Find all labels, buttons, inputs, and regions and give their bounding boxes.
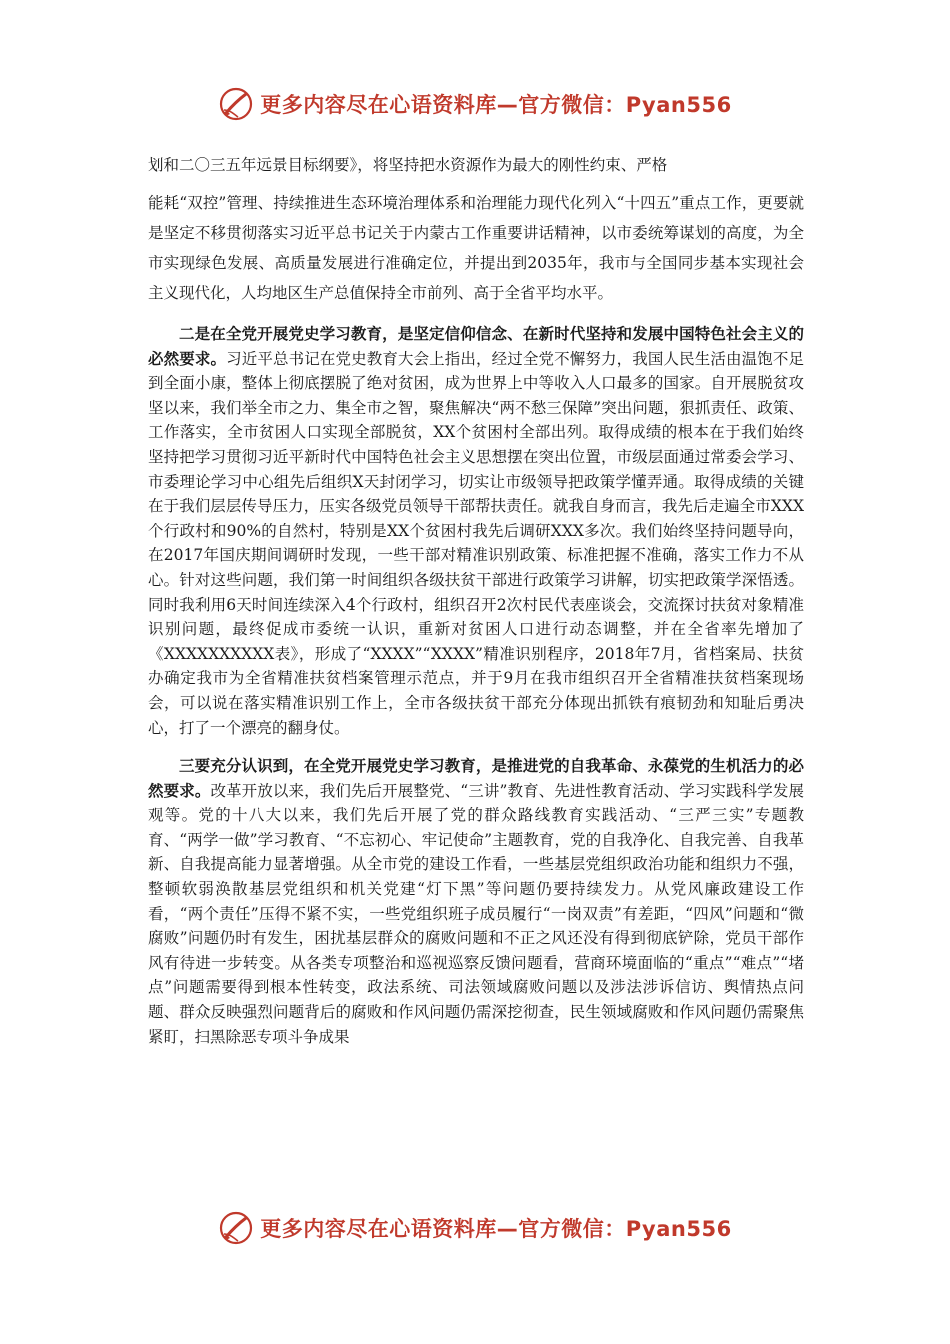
footer-banner-text: 更多内容尽在心语资料库—官方微信：Pyan556 (260, 1217, 732, 1241)
paragraph-continued-text: 能耗“双控”管理、持续推进生态环境治理体系和治理能力现代化列入“十四五”重点工作，更要就是坚定不移贯彻落实习近平总书记关于内蒙古工作重要讲话精神，以市委统筹谋划的高度，为全市实现绿色发展、高质量发展进行准确定位，并提出到2035年，我市与全国同步基本实现社会主义现代化，人均地区生产总值保持全市前列、高于全省平均水平。 (148, 194, 804, 302)
paragraph-three-body: 改革开放以来，我们先后开展整党、“三讲”教育、先进性教育活动、学习实践科学发展观等。党的十八大以来，我们先后开展了党的群众路线教育实践活动、“三严三实”专题教育、“两学一做”学习教育、“不忘初心、牢记使命”主题教育，党的自我净化、自我完善、自我革新、自我提高能力显著增强。从全市党的建设工作看，一些基层党组织政治功能和组织力不强，整顿软弱涣散基层党组织和机关党建“灯下黑”等问题仍要持续发力。从党风廉政建设工作看，“两个责任”压得不紧不实，一些党组织班子成员履行“一岗双责”有差距，“四风”问题和“微腐败”问题仍时有发生，困扰基层群众的腐败问题和不正之风还没有得到彻底铲除，党员干部作风有待进一步转变。从各类专项整治和巡视巡察反馈问题看，营商环境面临的“重点”“难点”“堵点”问题需要得到根本性转变，政法系统、司法领域腐败问题以及涉法涉诉信访、舆情热点问题、群众反映强烈问题背后的腐败和作风问题仍需深挖彻查，民生领域腐败和作风问题仍需聚焦紧盯，扫黑除恶专项斗争成果 (148, 781, 804, 1046)
paragraph-three (148, 754, 804, 1049)
header-banner-text: 更多内容尽在心语资料库—官方微信：Pyan556 (260, 93, 732, 117)
paragraph-first-line: 划和二〇三五年远景目标纲要》，将坚持把水资源作为最大的刚性约束、严格 (148, 156, 668, 174)
pen-logo-icon (218, 1210, 254, 1246)
paragraph-three-lead: 三要充分认识到，在全党开展党史学习教育，是推进党的自我革命、永葆党的生机活力的必然要求。 (148, 756, 804, 800)
paragraph-two (148, 322, 804, 740)
document-body (148, 150, 804, 1049)
header-banner (0, 82, 950, 126)
footer-banner (0, 1206, 950, 1250)
pen-logo-icon (218, 86, 254, 122)
paragraph-two-body: 习近平总书记在党史教育大会上指出，经过全党不懈努力，我国人民生活由温饱不足到全面小康，整体上彻底摆脱了绝对贫困，成为世界上中等收入人口最多的国家。自开展脱贫攻坚以来，我们举全市之力、集全市之智，聚焦解决“两不愁三保障”突出问题，狠抓责任、政策、工作落实，全市贫困人口实现全部脱贫，XX个贫困村全部出列。取得成绩的根本在于我们始终坚持把学习贯彻习近平新时代中国特色社会主义思想摆在突出位置，市级层面通过常委会学习、市委理论学习中心组先后组织X天封闭学习，切实让市级领导把政策学懂弄通。取得成绩的关键在于我们层层传导压力，压实各级党员领导干部帮扶责任。就我自身而言，我先后走遍全市XXX个行政村和90%的自然村，特别是XX个贫困村我先后调研XXX多次。我们始终坚持问题导向，在2017年国庆期间调研时发现，一些干部对精准识别政策、标准把握不准确，落实工作力不从心。针对这些问题，我们第一时间组织各级扶贫干部进行政策学习讲解，切实把政策学深悟透。同时我利用6天时间连续深入4个行政村，组织召开2次村民代表座谈会，交流探讨扶贫对象精准识别问题，最终促成市委统一认识，重新对贫困人口进行动态调整，并在全省率先增加了《XXXXXXXXXX表》，形成了“XXXX”“XXXX”精准识别程序，2018年7月，省档案局、扶贫办确定我市为全省精准扶贫档案管理示范点，并于9月在我市组织召开全省精准扶贫档案现场会，可以说在落实精准识别工作上，全市各级扶贫干部充分体现出抓铁有痕韧劲和知耻后勇决心，打了一个漂亮的翻身仗。 (148, 349, 804, 737)
paragraph-two-lead: 二是在全党开展党史学习教育，是坚定信仰信念、在新时代坚持和发展中国特色社会主义的必然要求。 (148, 324, 804, 368)
paragraph-continued (148, 150, 804, 308)
